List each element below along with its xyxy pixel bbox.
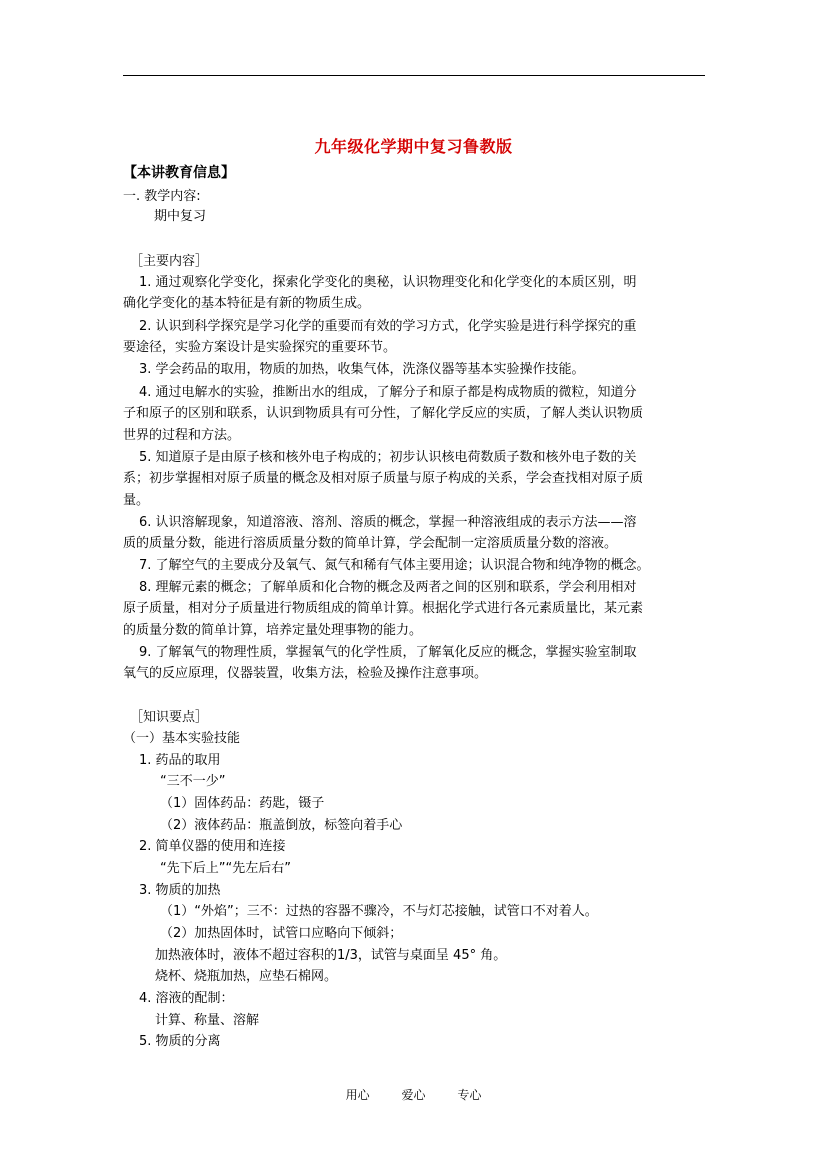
main-content-line: 氧气的反应原理，仪器装置，收集方法，检验及操作注意事项。 bbox=[123, 666, 488, 681]
main-content-line: 世界的过程和方法。 bbox=[123, 428, 241, 443]
knowledge-line: 2. 简单仪器的使用和连接 bbox=[139, 839, 286, 854]
knowledge-line: “先下后上”“先左后右” bbox=[160, 861, 291, 876]
knowledge-line: “三不一少” bbox=[160, 774, 226, 789]
main-content-line: 8. 理解元素的概念；了解单质和化合物的概念及两者之间的区别和联系，学会利用相对 bbox=[139, 580, 637, 595]
knowledge-header: ［知识要点］ bbox=[130, 710, 209, 725]
main-content-line: 4. 通过电解水的实验，推断出水的组成，了解分子和原子都是构成物质的微粒，知道分 bbox=[139, 385, 637, 400]
main-content-line: 系；初步掌握相对原子质量的概念及相对原子质量与原子构成的关系，学会查找相对原子质 bbox=[123, 471, 644, 486]
main-content-line: 3. 学会药品的取用，物质的加热，收集气体，洗涤仪器等基本实验操作技能。 bbox=[139, 362, 585, 377]
main-content-line: 确化学变化的基本特征是有新的物质生成。 bbox=[123, 296, 371, 311]
knowledge-line: （一）基本实验技能 bbox=[123, 731, 241, 746]
knowledge-line: （1）固体药品：药匙，镊子 bbox=[160, 796, 325, 811]
knowledge-line: 1. 药品的取用 bbox=[139, 753, 221, 768]
main-content-line: 原子质量，相对分子质量进行物质组成的简单计算。根据化学式进行各元素质量比，某元素 bbox=[123, 601, 644, 616]
knowledge-line: （2）液体药品：瓶盖倒放，标签向着手心 bbox=[160, 818, 403, 833]
teaching-label: 一. 教学内容: bbox=[123, 189, 201, 204]
footer-item: 爱心 bbox=[401, 1088, 426, 1102]
header-rule bbox=[123, 75, 705, 76]
knowledge-line: 5. 物质的分离 bbox=[139, 1034, 221, 1049]
main-content-line: 1. 通过观察化学变化，探索化学变化的奥秘，认识物理变化和化学变化的本质区别，明 bbox=[139, 275, 637, 290]
main-content-header: ［主要内容］ bbox=[130, 254, 209, 269]
footer-item: 用心 bbox=[345, 1088, 370, 1102]
knowledge-line: 4. 溶液的配制： bbox=[139, 991, 234, 1006]
main-content-line: 的质量分数的简单计算，培养定量处理事物的能力。 bbox=[123, 623, 423, 638]
main-content-line: 7. 了解空气的主要成分及氧气、氮气和稀有气体主要用途；认识混合物和纯净物的概念。 bbox=[139, 558, 650, 573]
document-title: 九年级化学期中复习鲁教版 bbox=[314, 137, 513, 156]
page-footer bbox=[0, 1086, 827, 1103]
main-content-line: 要途径，实验方案设计是实验探究的重要环节。 bbox=[123, 340, 397, 355]
main-content-line: 质的质量分数，能进行溶质质量分数的简单计算，学会配制一定溶质质量分数的溶液。 bbox=[123, 536, 618, 551]
section-header: 【本讲教育信息】 bbox=[123, 165, 235, 181]
knowledge-line: 加热液体时，液体不超过容积的1/3，试管与桌面呈 45° 角。 bbox=[155, 948, 507, 963]
footer-item: 专心 bbox=[457, 1088, 482, 1102]
knowledge-line: 3. 物质的加热 bbox=[139, 883, 221, 898]
main-content-line: 2. 认识到科学探究是学习化学的重要而有效的学习方式，化学实验是进行科学探究的重 bbox=[139, 319, 637, 334]
main-content-line: 6. 认识溶解现象，知道溶液、溶剂、溶质的概念，掌握一种溶液组成的表示方法——溶 bbox=[139, 515, 637, 530]
main-content-line: 量。 bbox=[123, 493, 150, 508]
main-content-line: 子和原子的区别和联系，认识到物质具有可分性，了解化学反应的实质，了解人类认识物质 bbox=[123, 406, 644, 421]
knowledge-line: 计算、称量、溶解 bbox=[155, 1013, 260, 1028]
knowledge-line: （1）“外焰”；三不：过热的容器不骤冷，不与灯芯接触，试管口不对着人。 bbox=[160, 904, 598, 919]
teaching-value: 期中复习 bbox=[154, 209, 207, 224]
main-content-line: 9. 了解氧气的物理性质，掌握氧气的化学性质，了解氧化反应的概念，掌握实验室制取 bbox=[139, 645, 637, 660]
knowledge-line: 烧杯、烧瓶加热，应垫石棉网。 bbox=[155, 969, 338, 984]
knowledge-line: （2）加热固体时，试管口应略向下倾斜； bbox=[160, 926, 403, 941]
main-content-line: 5. 知道原子是由原子核和核外电子构成的；初步认识核电荷数质子数和核外电子数的关 bbox=[139, 450, 637, 465]
